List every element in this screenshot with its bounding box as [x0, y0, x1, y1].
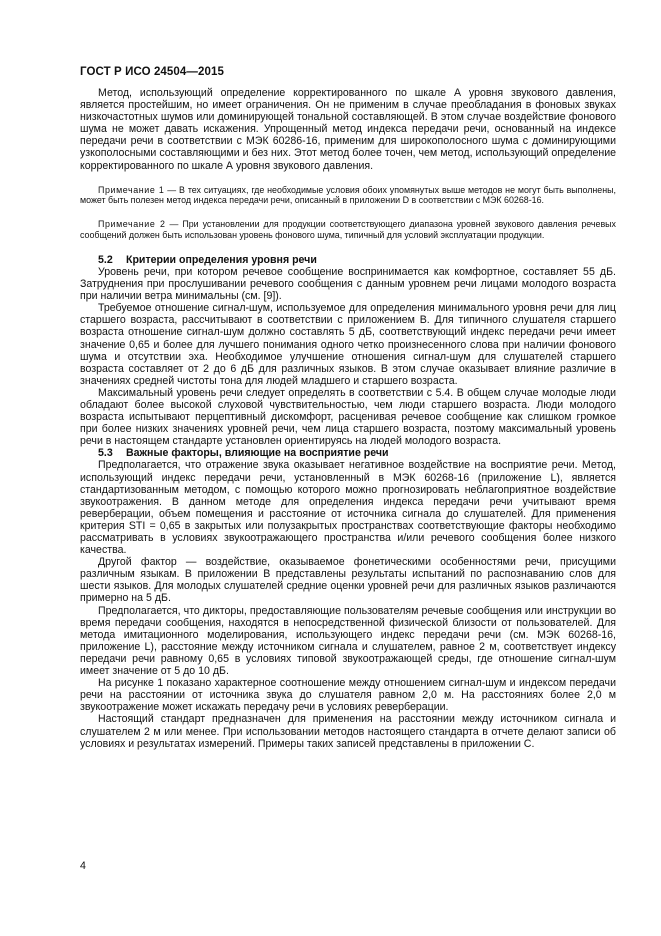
section-5-3-paragraph: Другой фактор — воздействие, оказываемое фонетическими особенностями речи, присущими различным языкам. В приложении B представлены результаты испытаний по распознаванию слов для шести языков. Для молодых слушателей средние оценки уровней речи для различных языков различаются примерно на 5 дБ. [80, 556, 616, 605]
section-5-2-paragraph: Максимальный уровень речи следует определять в соответствии с 5.4. В общем случае молодые люди обладают более высокой слуховой чувствительностью, чем люди старшего возраста. Люди молодого возраста испытывают перцептивный дискомфорт, расценивая речевое сообщение как слишком громкое при более низких значениях уровней речи, чем лица старшего возраста, поэтому максимальный уровень речи в настоящем стандарте установлен ориентируясь на людей молодого возраста. [80, 386, 616, 448]
section-5-3-title: Важные факторы, влияющие на восприятие речи [126, 447, 389, 460]
section-5-2-number: 5.2 [98, 253, 113, 266]
standard-header: ГОСТ Р ИСО 24504—2015 [80, 66, 225, 78]
page-number: 4 [80, 860, 86, 872]
section-5-3-paragraph: На рисунке 1 показано характерное соотношение между отношением сигнал-шум и индексом передачи речи на расстоянии от источника звука до слушателя равном 2,0 м. На расстояниях более 2,0 м звукоотражение может искажать передачу речи в условиях реверберации. [80, 677, 616, 714]
intro-paragraph: Метод, использующий определение корректированного по шкале А уровня звукового давления, является простейшим, но имеет ограничения. Он не применим в случае преобладания в фоновых звуках низкочастотных шумов или доминирующей тональной составляющей. В этом случае воздействие фонового шума не может давать искажения. Упрощенный метод индекса передачи речи, основанный на индексе передачи речи в соответствии с МЭК 60286-16, применим для широкополосного шума с доминирующими узкополосными составляющими и без них. Этот метод более точен, чем метод, использующий определение корректированного по шкале А уровня звукового давления. [80, 87, 616, 172]
section-5-2-heading [80, 254, 616, 266]
section-5-3-paragraph: Предполагается, что отражение звука оказывает негативное воздействие на восприятие речи. Метод, использующий индекс передачи речи, установленный в МЭК 60268-16 (приложение L), является стандартизованным методом, с помощью которого можно прогнозировать неблагоприятное воздействие звукоотражения. В данном методе для определения индекса передачи речи учитывают время реверберации, объем помещения и расстояние от источника сигнала до слушателей. Для применения критерия STI = 0,65 в закрытых или полузакрытых пространствах соответствующие факторы необходимо рассматривать в условиях звукоотражающего пространства и/или речевого сообщения более низкого качества. [80, 459, 616, 557]
note-1-label: Примечание 1 [98, 184, 165, 195]
section-5-2-paragraph: Уровень речи, при котором речевое сообщение воспринимается как комфортное, составляет 55 дБ. Затруднения при прослушивании речевого сообщения с данным уровнем речи лицами молодого возраста при наличии ветра минимальны (см. [9]). [80, 265, 616, 303]
note-2-text: — При установлении для продукции соответствующего диапазона уровней звукового давления речевых сообщений должен быть использован уровень фонового шума, типичный для условий эксплуатации продукции. [80, 219, 616, 241]
note-2-label: Примечание 2 [98, 219, 166, 230]
section-5-2-paragraph: Требуемое отношение сигнал-шум, используемое для определения минимального уровня речи для лиц старшего возраста, рассчитывают в соответствии с приложением B. Для типичного слушателя старшего возраста отношение сигнал-шум должно составлять 5 дБ, соответствующий индекс передачи речи имеет значение 0,65 и более для лучшего понимания одного четко произнесенного слова при наличии фонового шума и отсутствии эха. Необходимое улучшение отношения сигнал-шум для слушателей старшего возраста составляет от 2 до 6 дБ для различных языков. В этом случае оказывает влияние различие в значениях средней чистоты тона для людей младшего и старшего возраста. [80, 302, 616, 387]
section-5-2-title: Критерии определения уровня речи [126, 253, 317, 266]
note-1-text: — В тех ситуациях, где необходимые условия обоих упомянутых выше методов не могут быть выполнены, может быть полезен метод индекса передачи речи, описанный в приложении D в соответствии с МЭК 60268-16. [80, 184, 616, 206]
section-5-3-heading [80, 447, 616, 459]
section-5-3-paragraph: Предполагается, что дикторы, предоставляющие пользователям речевые сообщения или инструкции во время передачи сообщения, находятся в непосредственной физической близости от пользователей. Для метода имитационного моделирования, использующего индекс передачи речи (см. МЭК 60268-16, приложение L), расстояние между источником сигнала и слушателем, равное 2 м, соответствует индексу передачи речи равному 0,65 в условиях типовой звукоотражающей среды, где отношение сигнал-шум имеет значение от 5 до 10 дБ. [80, 604, 616, 678]
page-content [80, 87, 616, 750]
note-2 [80, 219, 616, 241]
section-5-3-number: 5.3 [98, 447, 113, 460]
note-1 [80, 185, 616, 207]
section-5-3-paragraph: Настоящий стандарт предназначен для применения на расстоянии между источником сигнала и слушателем 2 м или менее. При использовании методов настоящего стандарта в отчете делают записи об условиях и результатах измерений. Примеры таких записей представлены в приложении С. [80, 713, 616, 750]
